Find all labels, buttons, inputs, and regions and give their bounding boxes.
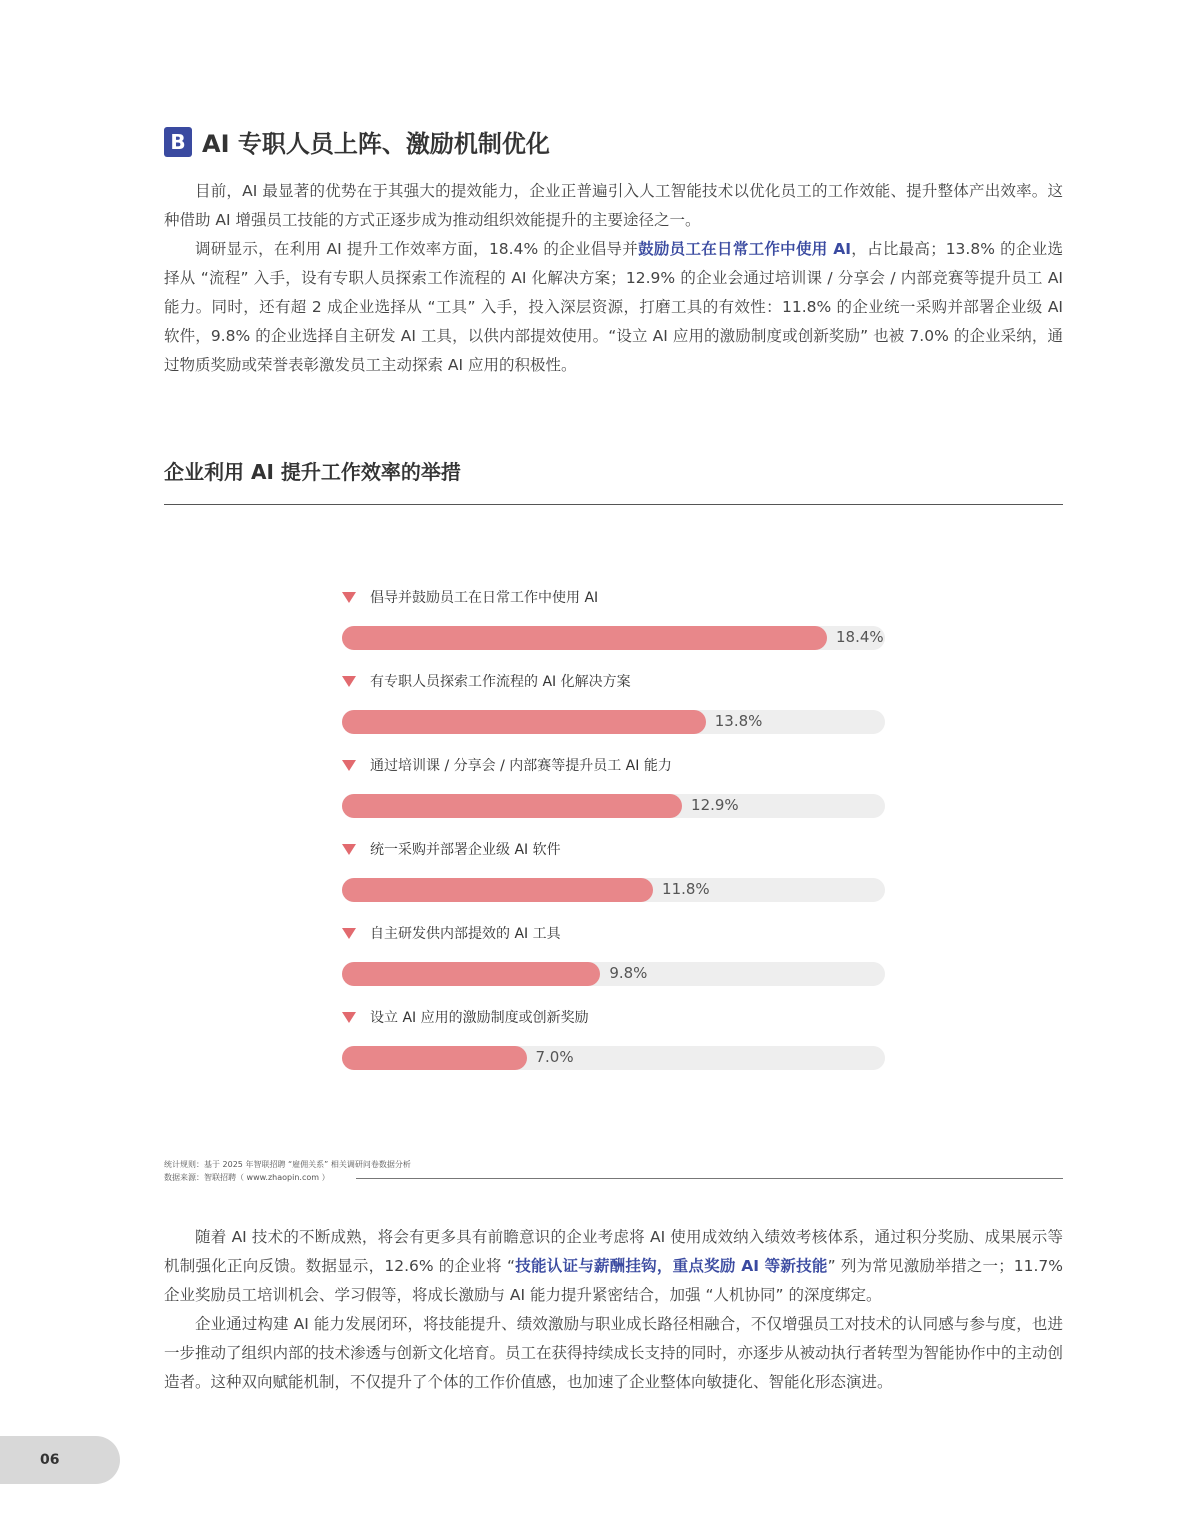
triangle-marker-icon — [342, 592, 356, 603]
triangle-marker-icon — [342, 928, 356, 939]
paragraph — [164, 177, 1063, 235]
section-badge: B — [164, 127, 192, 157]
text-segment: 随着 AI 技术的不断成熟，将会有更多具有前瞻意识的企业考虑将 AI 使用成效纳入绩效考核体系，通过积分奖励、成果展示等机制强化正向反馈。数据显示，12.6% 的企业将 “ — [164, 1228, 1063, 1275]
bar — [342, 962, 600, 986]
category-label: 通过培训课 / 分享会 / 内部赛等提升员工 AI 能力 — [370, 758, 672, 774]
bar-chart — [342, 585, 885, 1089]
text-segment: 企业通过构建 AI 能力发展闭环，将技能提升、绩效激励与职业成长路径相融合，不仅增强员工对技术的认同感与参与度，也进一步推动了组织内部的技术渗透与创新文化培育。员工在获得持续成长支持的同时，亦逐步从被动执行者转型为智能协作中的主动创造者。这种双向赋能机制，不仅提升了个体的工作价值感，也加速了企业整体向敏捷化、智能化形态演进。 — [164, 1315, 1064, 1391]
bar-track — [342, 626, 885, 650]
value-label: 7.0% — [535, 1048, 574, 1066]
paragraph — [164, 1223, 1063, 1310]
category-label: 统一采购并部署企业级 AI 软件 — [370, 842, 561, 858]
bar-label-row — [342, 669, 885, 693]
bar-item — [342, 669, 885, 753]
bar-item — [342, 585, 885, 669]
footnote-source: 数据来源：智联招聘（ www.zhaopin.com ） — [164, 1173, 330, 1182]
text-segment: 目前，AI 最显著的优势在于其强大的提效能力，企业正普遍引入人工智能技术以优化员工的工作效能、提升整体产出效率。这种借助 AI 增强员工技能的方式正逐步成为推动组织效能提升的主要途径之一。 — [164, 182, 1063, 229]
footnote-rule: 统计规则：基于 2025 年智联招聘 “雇佣关系” 相关调研问卷数据分析 — [164, 1160, 411, 1169]
bar — [342, 626, 827, 650]
chart-title: 企业利用 AI 提升工作效率的举措 — [164, 460, 461, 484]
section-heading — [164, 124, 550, 159]
value-label: 11.8% — [662, 880, 710, 898]
bar-track — [342, 1046, 885, 1070]
category-label: 设立 AI 应用的激励制度或创新奖励 — [370, 1010, 589, 1026]
bar-track — [342, 794, 885, 818]
bar-label-row — [342, 585, 885, 609]
bar — [342, 1046, 527, 1070]
bar-item — [342, 753, 885, 837]
section-title: AI 专职人员上阵、激励机制优化 — [202, 130, 550, 158]
value-label: 12.9% — [691, 796, 739, 814]
text-segment: ，占比最高；13.8% 的企业选择从 “流程” 入手，设有专职人员探索工作流程的 AI 化解决方案；12.9% 的企业会通过培训课 / 分享会 / 内部竞赛等提升员工 AI 能力。同时，还有超 2 成企业选择从 “工具” 入手，投入深层资源，打磨工具的有效性：11.8% 的企业统一采购并部署企业级 AI 软件，9.8% 的企业选择自主研发 AI 工具，以供内部提效使用。“设立 AI 应用的激励制度或创新奖励” 也被 7.0% 的企业采纳，通过物质奖励或荣誉表彰激发员工主动探索 AI 应用的积极性。 — [164, 240, 1063, 374]
highlight-text: 鼓励员工在日常工作中使用 AI — [638, 240, 851, 258]
triangle-marker-icon — [342, 1012, 356, 1023]
footnote-divider — [356, 1178, 1063, 1179]
triangle-marker-icon — [342, 676, 356, 687]
bar-label-row — [342, 921, 885, 945]
triangle-marker-icon — [342, 760, 356, 771]
bar — [342, 878, 653, 902]
intro-paragraphs — [164, 177, 1063, 380]
bar — [342, 794, 682, 818]
category-label: 有专职人员探索工作流程的 AI 化解决方案 — [370, 674, 631, 690]
bar-track — [342, 710, 885, 734]
paragraph — [164, 235, 1063, 380]
bar-track — [342, 962, 885, 986]
bar-label-row — [342, 837, 885, 861]
value-label: 9.8% — [609, 964, 648, 982]
category-label: 倡导并鼓励员工在日常工作中使用 AI — [370, 590, 599, 606]
text-segment: 调研显示，在利用 AI 提升工作效率方面，18.4% 的企业倡导并 — [195, 240, 639, 258]
bar-item — [342, 837, 885, 921]
bar — [342, 710, 706, 734]
value-label: 18.4% — [836, 628, 884, 646]
triangle-marker-icon — [342, 844, 356, 855]
bar-label-row — [342, 1005, 885, 1029]
text-segment: ” 列为常见激励举措之一；11.7% 企业奖励员工培训机会、学习假等，将成长激励与 AI 能力提升紧密结合，加强 “人机协同” 的深度绑定。 — [164, 1257, 1064, 1304]
bar-item — [342, 921, 885, 1005]
value-label: 13.8% — [714, 712, 763, 730]
page-number: 06 — [40, 1452, 60, 1468]
bar-track — [342, 878, 885, 902]
footnote — [164, 1158, 411, 1184]
page-number-tab — [0, 1436, 120, 1484]
bar-item — [342, 1005, 885, 1089]
outro-paragraphs — [164, 1223, 1063, 1397]
category-label: 自主研发供内部提效的 AI 工具 — [370, 926, 561, 942]
highlight-text: 技能认证与薪酬挂钩，重点奖励 AI 等新技能 — [514, 1257, 828, 1275]
paragraph — [164, 1310, 1063, 1397]
divider — [164, 504, 1063, 505]
bar-label-row — [342, 753, 885, 777]
